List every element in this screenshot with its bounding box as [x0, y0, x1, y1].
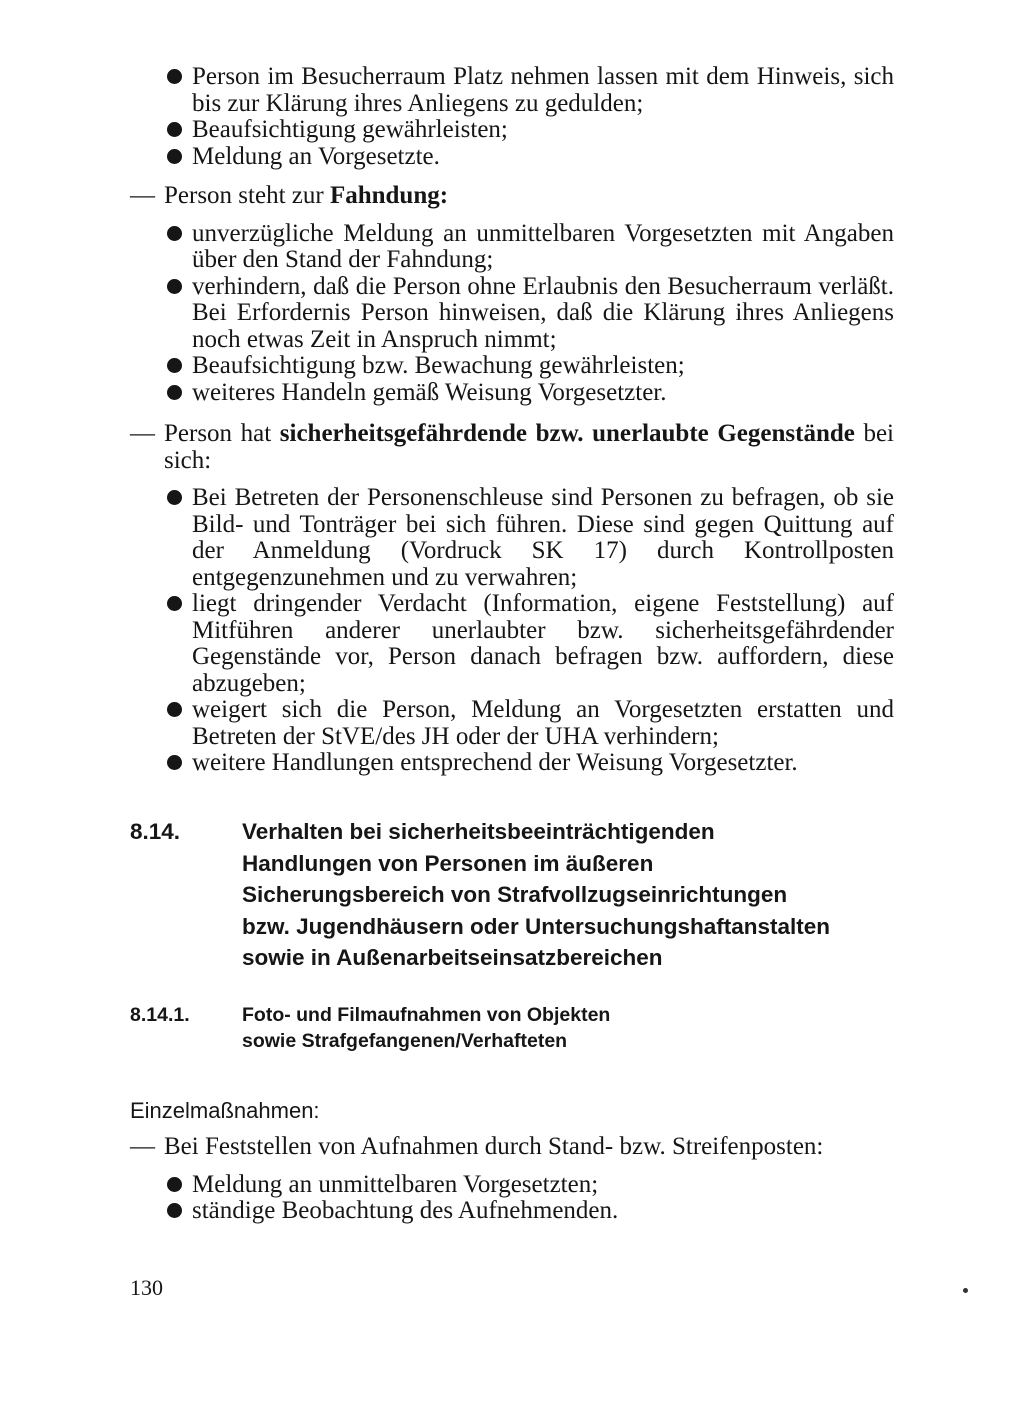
section-title-line: sowie in Außenarbeitseinsatzbereichen: [242, 945, 663, 970]
dash-marker: —: [130, 182, 155, 209]
section-number: 8.14.: [130, 819, 181, 844]
dash-marker: —: [130, 1133, 155, 1160]
bullet-icon: [167, 226, 182, 241]
measures-lead-text: Bei Feststellen von Aufnahmen durch Stand- bzw. Streifenposten:: [164, 1133, 824, 1160]
case-keyword: Fahndung:: [329, 182, 449, 209]
list-item-text: unverzügliche Meldung an unmittelbaren Vorgesetzten mit Angaben über den Stand der Fahndung;: [192, 219, 894, 273]
bullet-icon: [167, 596, 182, 611]
list-item-text: Beaufsichtigung gewährleisten;: [192, 116, 508, 143]
list-item-text: ständige Beobachtung des Aufnehmenden.: [192, 1197, 619, 1224]
list-item: [130, 144, 894, 171]
list-item: [130, 117, 894, 144]
bullet-icon: [167, 358, 182, 373]
list-item: [130, 380, 894, 407]
case-wanted-person: [130, 183, 894, 406]
section-title-line: Handlungen von Personen im äußeren: [242, 850, 654, 876]
list-item-text: Meldung an unmittelbaren Vorgesetzten;: [192, 1170, 599, 1198]
list-item-text: weitere Handlungen entsprechend der Weisung Vorgesetzter.: [192, 749, 798, 776]
list-item-text: weiteres Handeln gemäß Weisung Vorgesetzter.: [192, 378, 667, 406]
case-heading: [130, 421, 894, 474]
section-title-line: bzw. Jugendhäusern oder Untersuchungshaftanstalten: [242, 913, 830, 939]
section-title-line: Sicherungsbereich von Strafvollzugseinrichtungen: [242, 882, 788, 907]
bullet-list-objects: [130, 485, 894, 777]
subsection-title-line: sowie Strafgefangenen/Verhafteten: [242, 1030, 568, 1052]
dash-marker: —: [130, 420, 155, 447]
page-number: 130: [130, 1275, 163, 1300]
bullet-icon: [167, 279, 182, 294]
bullet-list-measures: [130, 1172, 894, 1225]
bullet-icon: [167, 702, 182, 717]
bullet-icon: [167, 490, 182, 505]
list-item-text: Person im Besucherraum Platz nehmen lassen mit dem Hinweis, sich bis zur Klärung ihres Anliegens zu gedulden;: [192, 63, 894, 117]
bullet-icon: [167, 755, 182, 770]
list-item-text: liegt dringender Verdacht (Information, eigene Feststellung) auf Mitführen anderer unerlaubter bzw. sicherheitsgefährdender Gegenstände vor, Person danach befragen bzw. auffordern, diese abzugeben;: [192, 590, 894, 697]
case-tail-text: bei sich:: [164, 420, 894, 474]
section-title-line: Verhalten bei sicherheitsbeeinträchtigenden: [242, 819, 715, 844]
list-item: [130, 697, 894, 750]
subsection-title: [242, 1002, 912, 1054]
case-lead-text: Person steht zur: [164, 182, 330, 209]
list-item-text: Bei Betreten der Personenschleuse sind Personen zu befragen, ob sie Bild- und Tonträger bei sich führen. Diese sind gegen Quittung auf der Anmeldung (Vordruck SK 17) durch Kontrollposten entgegenzunehmen und zu verwahren;: [192, 484, 894, 591]
section-title: [242, 816, 912, 974]
list-item: [130, 64, 894, 117]
bullet-icon: [167, 149, 182, 164]
list-item-text: Meldung an Vorgesetzte.: [192, 142, 440, 170]
subsection-title-line: Foto- und Filmaufnahmen von Objekten: [242, 1004, 611, 1026]
case-keyword: sicherheitsgefährdende bzw. unerlaubte Gegenstände: [279, 420, 855, 447]
measures-label: Einzelmaßnahmen:: [130, 1098, 320, 1123]
bullet-icon: [167, 1177, 182, 1192]
list-item: [130, 1172, 894, 1199]
subsection-number: 8.14.1.: [130, 1004, 190, 1026]
list-item: [130, 750, 894, 777]
list-item: [130, 274, 894, 354]
bullet-icon: [167, 385, 182, 400]
list-item-text: Beaufsichtigung bzw. Bewachung gewährleisten;: [192, 352, 685, 379]
list-item-text: verhindern, daß die Person ohne Erlaubnis den Besucherraum verläßt. Bei Erfordernis Person hinweisen, daß die Klärung ihres Anliegens noch etwas Zeit in Anspruch nimmt;: [192, 272, 894, 353]
list-item: [130, 353, 894, 380]
list-item-text: weigert sich die Person, Meldung an Vorgesetzten erstatten und Betreten der StVE/des JH oder der UHA verhindern;: [192, 696, 894, 750]
list-item: [130, 485, 894, 591]
measures-heading: [130, 1134, 894, 1161]
case-dangerous-objects: [130, 421, 894, 777]
list-item: [130, 591, 894, 697]
bullet-icon: [167, 122, 182, 137]
list-item: [130, 221, 894, 274]
bullet-icon: [167, 1203, 182, 1218]
case-lead-text: Person hat: [164, 420, 280, 447]
bullet-list-wanted: [130, 221, 894, 407]
bullet-list-visitor-room: [130, 64, 894, 170]
case-heading: [130, 183, 894, 210]
measures-block: [130, 1134, 894, 1225]
print-speck: [963, 1288, 968, 1293]
list-item: [130, 1198, 894, 1225]
bullet-icon: [167, 69, 182, 84]
